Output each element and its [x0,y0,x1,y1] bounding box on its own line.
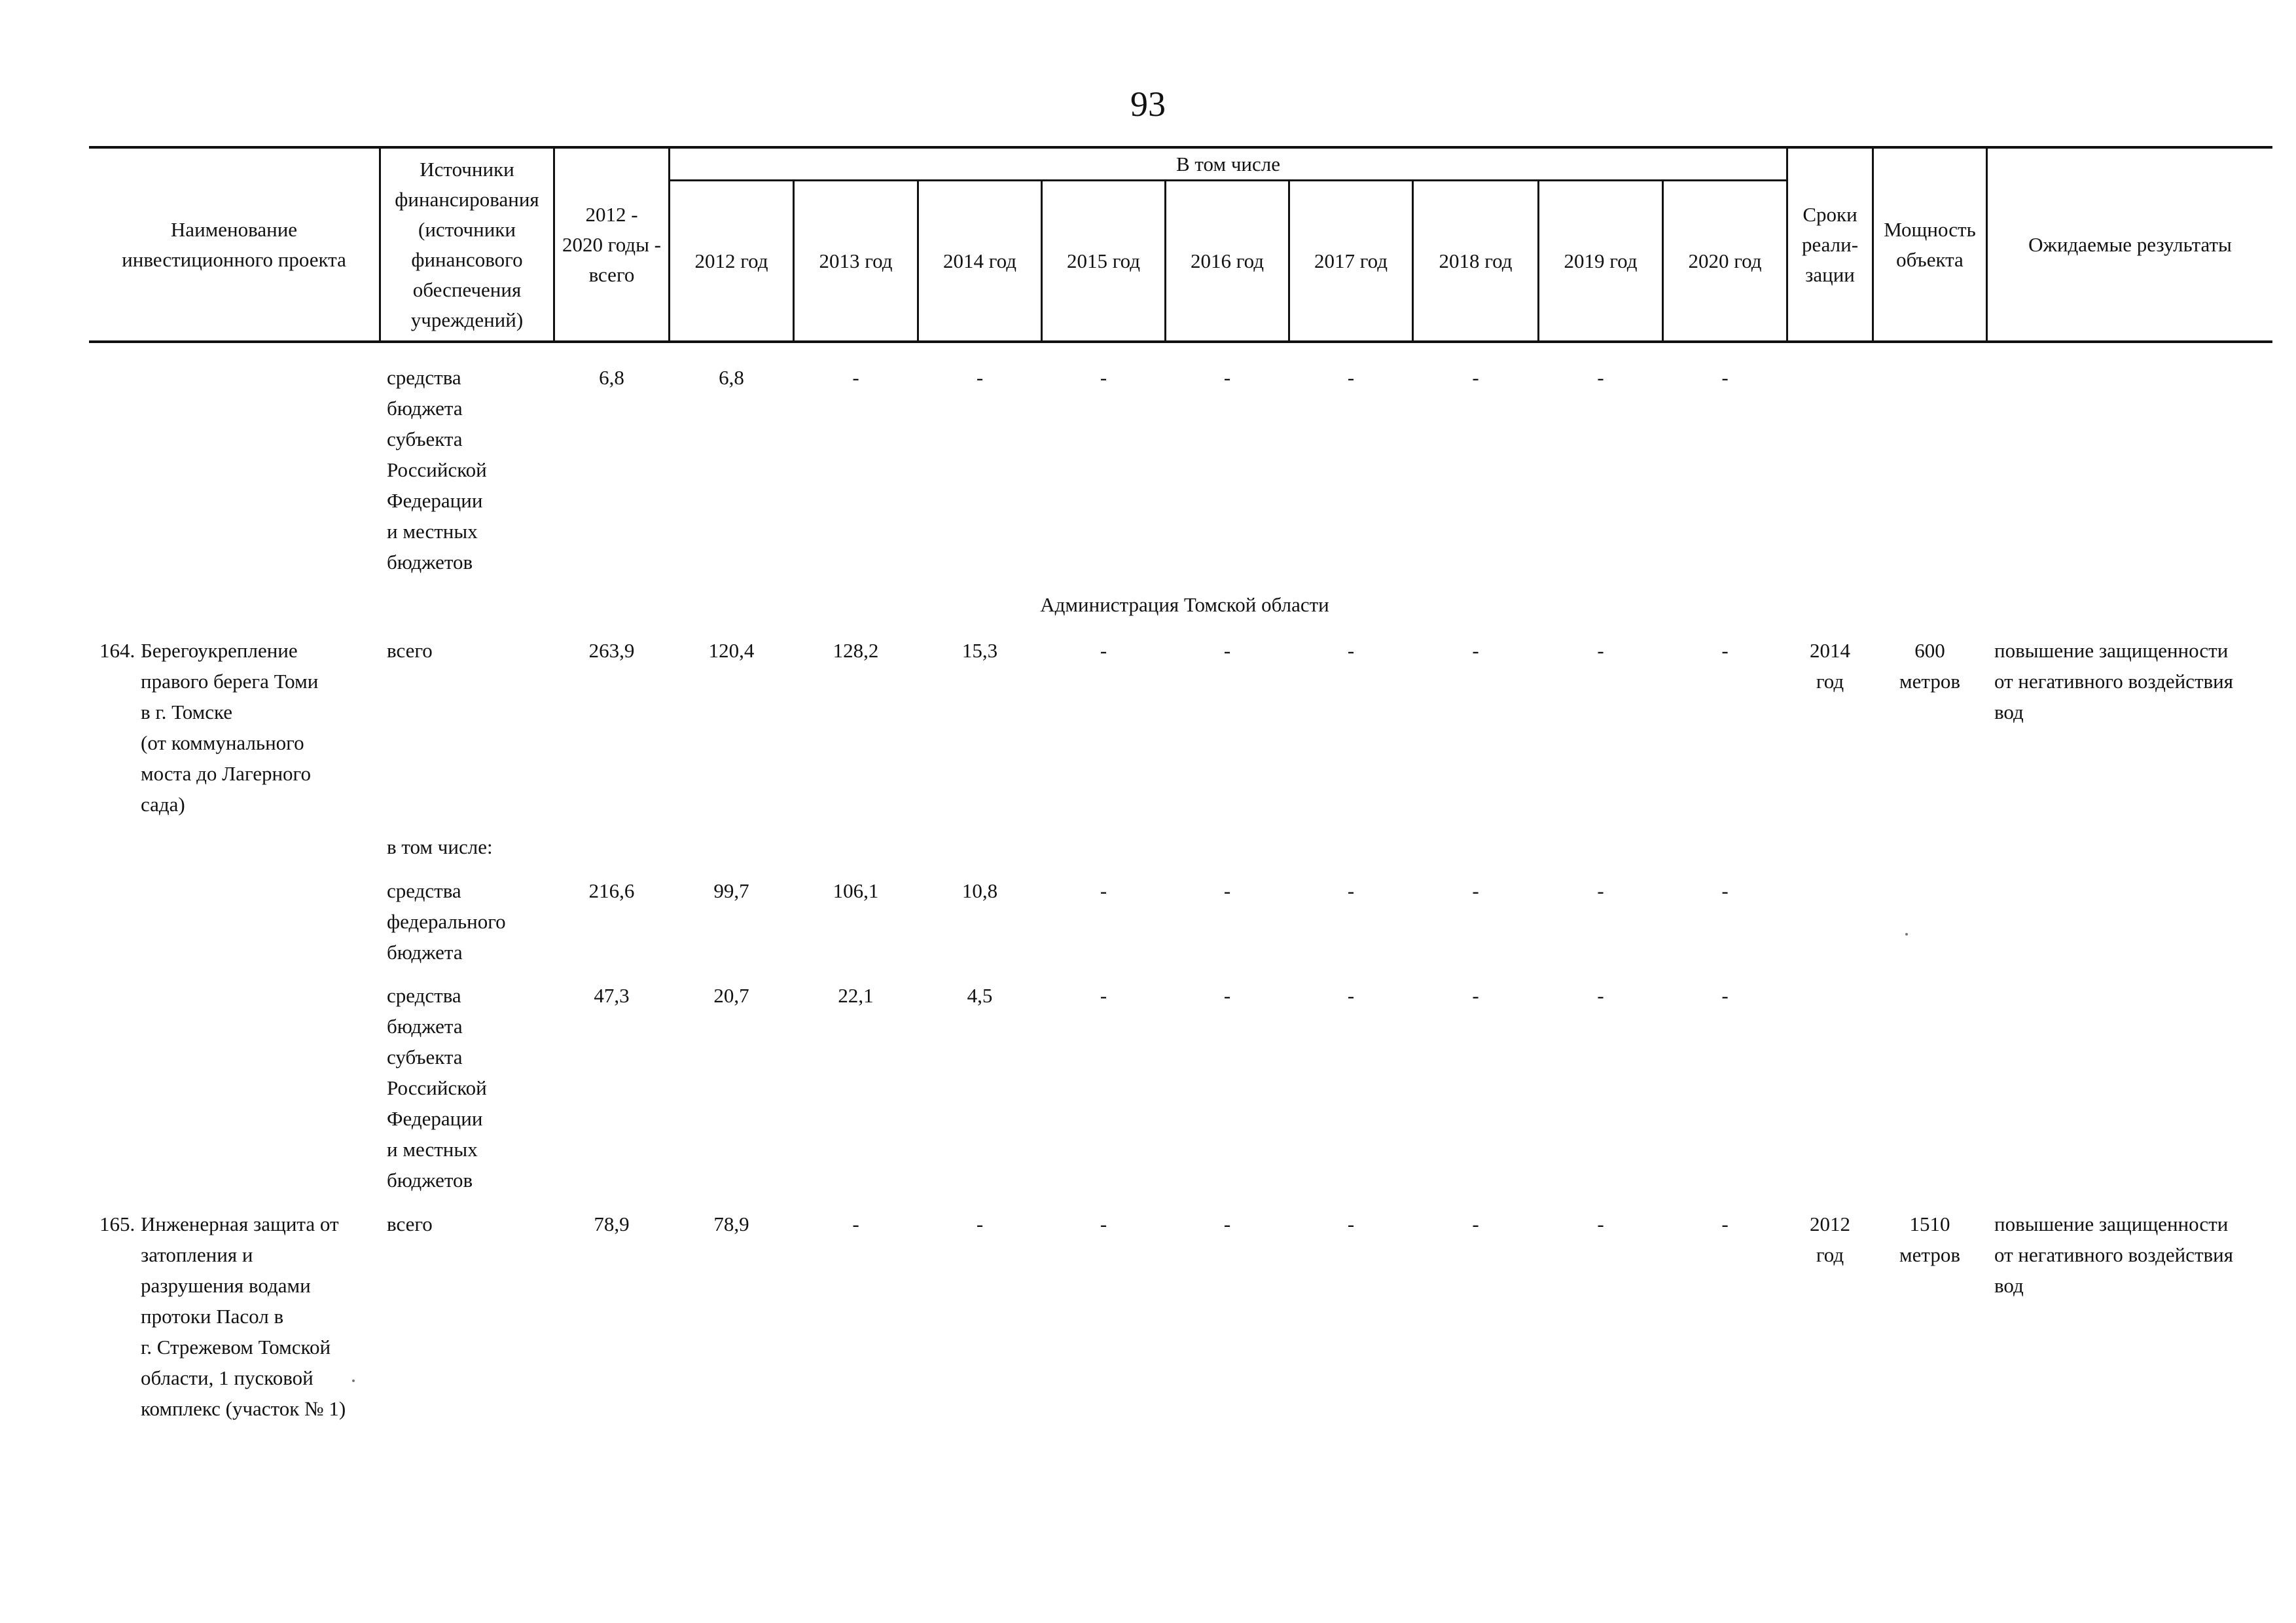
year-cell-2016: - [1223,639,1231,662]
total-cell: 6,8 [599,366,624,389]
capacity-cell: 1510 метров [1899,1213,1960,1266]
year-cell-2013: 22,1 [838,984,874,1007]
header-year-2012: 2012 год [694,249,768,272]
header-year-2018: 2018 год [1439,249,1513,272]
header-implementation-terms: Сроки реали- зации [1801,202,1859,286]
total-cell: 47,3 [594,984,630,1007]
year-cell-2018: - [1472,639,1479,662]
page-number: 93 [1130,84,1166,124]
year-cell-2014: - [976,366,984,389]
funding-source-cell: всего [387,639,433,662]
year-cell-2012: 78,9 [713,1213,749,1235]
year-cell-2013: - [852,366,859,389]
project-name: Берегоукрепление правого берега Томи в г. Томске (от коммунального моста до Лагерного сада) [141,639,319,816]
header-year-2014: 2014 год [942,249,1017,272]
funding-source-cell: средства бюджета субъекта Российской Федерации и местных бюджетов [387,366,487,574]
header-year-2019: 2019 год [1564,249,1638,272]
header-year-2020: 2020 год [1688,249,1762,272]
year-cell-2014: - [976,1213,984,1235]
year-cell-2014: 10,8 [961,879,998,902]
year-cell-2019: - [1597,984,1604,1007]
header-project-name: Наименование инвестиционного проекта [122,217,346,271]
year-cell-2018: - [1472,366,1479,389]
year-cell-2014: 15,3 [961,639,998,662]
year-cell-2020: - [1721,639,1729,662]
expected-results-cell: повышение защищенности от негативного воздействия вод [1994,639,2233,723]
project-number: 164. [99,639,135,662]
implementation-terms-cell: 2012 год [1810,1213,1850,1266]
year-cell-2017: - [1347,1213,1355,1235]
header-total-2012-2020: 2012 - 2020 годы - всего [562,202,661,286]
funding-source-cell: средства бюджета субъекта Российской Федерации и местных бюджетов [387,984,487,1192]
year-cell-2017: - [1347,984,1355,1007]
capacity-cell: 600 метров [1899,639,1960,693]
header-year-2016: 2016 год [1190,249,1265,272]
header-year-2013: 2013 год [819,249,893,272]
total-cell: 216,6 [588,879,635,902]
year-cell-2015: - [1100,639,1107,662]
funding-source-cell: средства федерального бюджета [387,879,506,964]
year-cell-2020: - [1721,366,1729,389]
scan-speck [352,1379,355,1382]
year-cell-2020: - [1721,879,1729,902]
year-cell-2015: - [1100,879,1107,902]
year-cell-2012: 99,7 [713,879,749,902]
year-cell-2016: - [1223,366,1231,389]
year-cell-2018: - [1472,1213,1479,1235]
funding-source-cell: всего [387,1213,433,1235]
expected-results-cell: повышение защищенности от негативного воздействия вод [1994,1213,2233,1297]
table-header-bottom-rule [89,340,2272,343]
year-cell-2015: - [1100,1213,1107,1235]
header-year-2015: 2015 год [1066,249,1141,272]
total-cell: 78,9 [594,1213,630,1235]
year-cell-2013: - [852,1213,859,1235]
project-number: 165. [99,1213,135,1235]
year-cell-2013: 128,2 [833,639,879,662]
year-cell-2019: - [1597,366,1604,389]
section-heading: Администрация Томской области [1040,593,1329,616]
scan-speck [1905,933,1908,936]
year-cell-2016: - [1223,1213,1231,1235]
header-year-2017: 2017 год [1314,249,1388,272]
year-cell-2012: 6,8 [719,366,744,389]
year-cell-2013: 106,1 [833,879,879,902]
year-cell-2016: - [1223,984,1231,1007]
year-cell-2012: 20,7 [713,984,749,1007]
year-cell-2015: - [1100,366,1107,389]
year-cell-2015: - [1100,984,1107,1007]
header-capacity: Мощность объекта [1884,217,1976,271]
year-cell-2018: - [1472,879,1479,902]
year-cell-2017: - [1347,879,1355,902]
year-cell-2020: - [1721,1213,1729,1235]
year-cell-2014: 4,5 [967,984,993,1007]
year-cell-2020: - [1721,984,1729,1007]
year-cell-2019: - [1597,879,1604,902]
header-expected-results: Ожидаемые результаты [2028,232,2232,256]
header-including: В том числе [1175,152,1280,175]
year-cell-2017: - [1347,366,1355,389]
year-cell-2017: - [1347,639,1355,662]
header-funding-source: Источники финансирования (источники финансового обеспечения учреждений) [395,157,539,331]
year-cell-2012: 120,4 [708,639,755,662]
including-label: в том числе: [387,835,493,858]
year-cell-2019: - [1597,1213,1604,1235]
implementation-terms-cell: 2014 год [1810,639,1850,693]
year-cell-2016: - [1223,879,1231,902]
total-cell: 263,9 [588,639,635,662]
year-cell-2018: - [1472,984,1479,1007]
project-name: Инженерная защита от затопления и разрушения водами протоки Пасол в г. Стрежевом Томской области, 1 пусковой комплекс (участок № 1) [141,1213,346,1420]
year-cell-2019: - [1597,639,1604,662]
